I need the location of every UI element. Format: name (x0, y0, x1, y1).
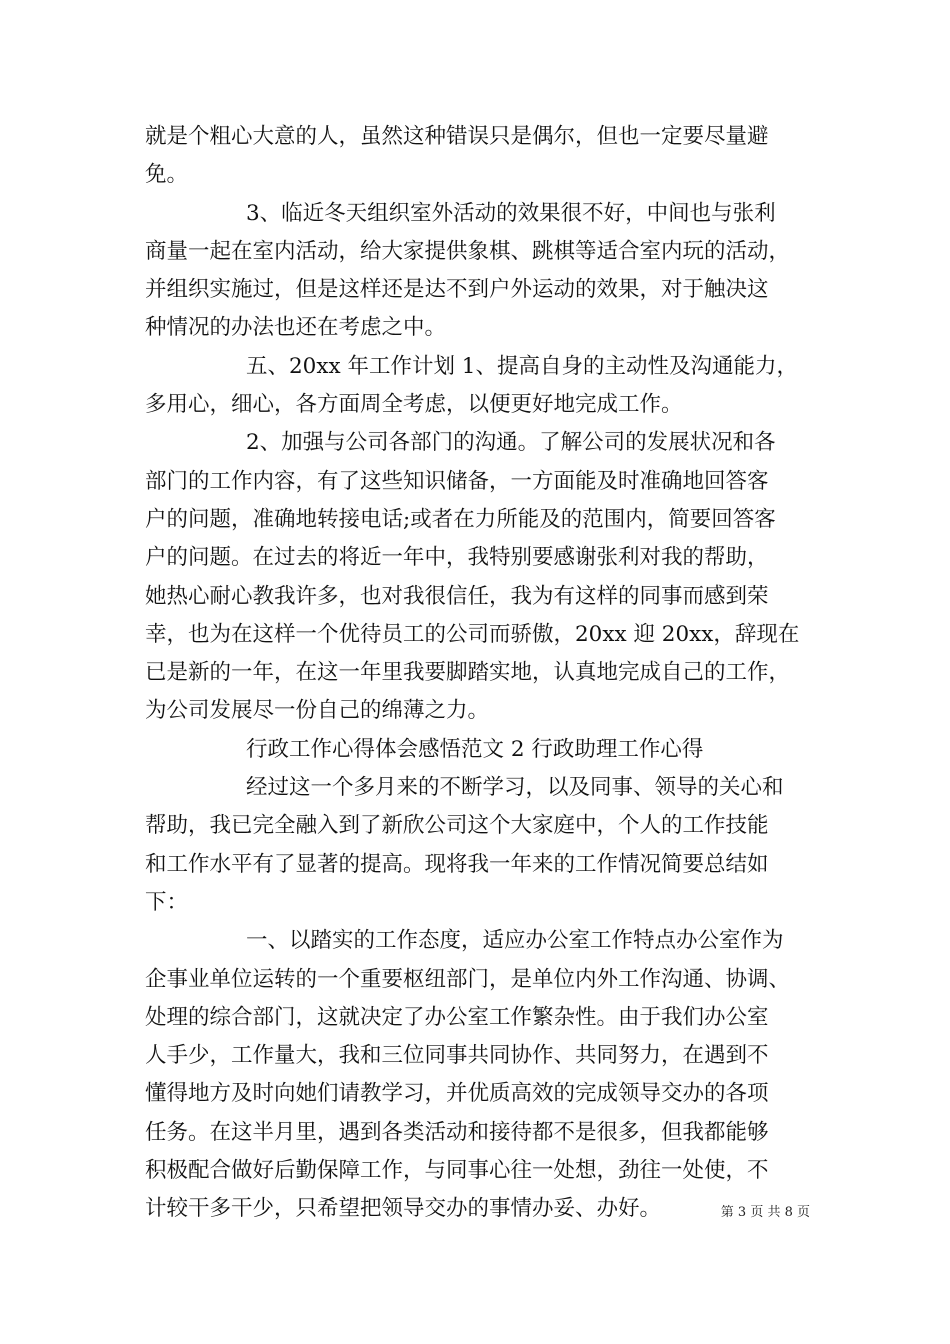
text-line: 她热心耐心教我许多，也对我很信任，我为有这样的同事而感到荣 (145, 583, 769, 609)
section-heading: 行政工作心得体会感悟范文 2 行政助理工作心得 (246, 736, 704, 762)
text-line: 处理的综合部门，这就决定了办公室工作繁杂性。由于我们办公室 (145, 1004, 769, 1030)
text-line: 懂得地方及时向她们请教学习，并优质高效的完成领导交办的各项 (145, 1081, 769, 1107)
text-line: 部门的工作内容，有了这些知识储备，一方面能及时准确地回答客 (145, 468, 769, 494)
text-line: 幸，也为在这样一个优待员工的公司而骄傲，20xx 迎 20xx，辞现在 (145, 621, 800, 647)
text-line: 一、以踏实的工作态度，适应办公室工作特点办公室作为 (246, 928, 784, 954)
page-number-footer: 第 3 页 共 8 页 (720, 1205, 810, 1220)
text-line: 和工作水平有了显著的提高。现将我一年来的工作情况简要总结如 (145, 851, 769, 877)
text-line: 商量一起在室内活动，给大家提供象棋、跳棋等适合室内玩的活动， (145, 238, 791, 264)
text-line: 为公司发展尽一份自己的绵薄之力。 (145, 698, 490, 724)
text-line: 企事业单位运转的一个重要枢纽部门，是单位内外工作沟通、协调、 (145, 966, 791, 992)
text-line: 2、加强与公司各部门的沟通。了解公司的发展状况和各 (246, 430, 776, 456)
text-line: 户的问题。在过去的将近一年中，我特别要感谢张利对我的帮助， (145, 545, 769, 571)
text-line: 种情况的办法也还在考虑之中。 (145, 315, 447, 341)
text-line: 就是个粗心大意的人，虽然这种错误只是偶尔，但也一定要尽量避 (145, 124, 769, 149)
text-line: 并组织实施过，但是这样还是达不到户外运动的效果，对于触决这 (145, 277, 769, 303)
text-line: 计较干多干少，只希望把领导交办的事情办妥、办好。 (145, 1196, 662, 1222)
body-text (145, 118, 810, 1229)
text-line: 人手少，工作量大，我和三位同事共同协作、共同努力，在遇到不 (145, 1043, 769, 1069)
text-line: 五、20xx 年工作计划 1、提高自身的主动性及沟通能力， (246, 353, 798, 379)
text-line: 任务。在这半月里，遇到各类活动和接待都不是很多，但我都能够 (145, 1119, 769, 1145)
text-line: 户的问题，准确地转接电话;或者在力所能及的范围内，简要回答客 (145, 506, 776, 532)
text-line: 下： (145, 889, 189, 915)
text-line: 免。 (145, 162, 189, 188)
text-line: 多用心，细心，各方面周全考虑，以便更好地完成工作。 (145, 392, 683, 418)
text-line: 已是新的一年，在这一年里我要脚踏实地，认真地完成自己的工作， (145, 660, 791, 686)
text-line: 经过这一个多月来的不断学习，以及同事、领导的关心和 (246, 775, 784, 801)
text-line: 积极配合做好后勤保障工作，与同事心往一处想，劲往一处使，不 (145, 1158, 769, 1184)
text-line: 3、临近冬天组织室外活动的效果很不好，中间也与张利 (246, 200, 776, 226)
text-line: 帮助，我已完全融入到了新欣公司这个大家庭中，个人的工作技能 (145, 813, 769, 839)
